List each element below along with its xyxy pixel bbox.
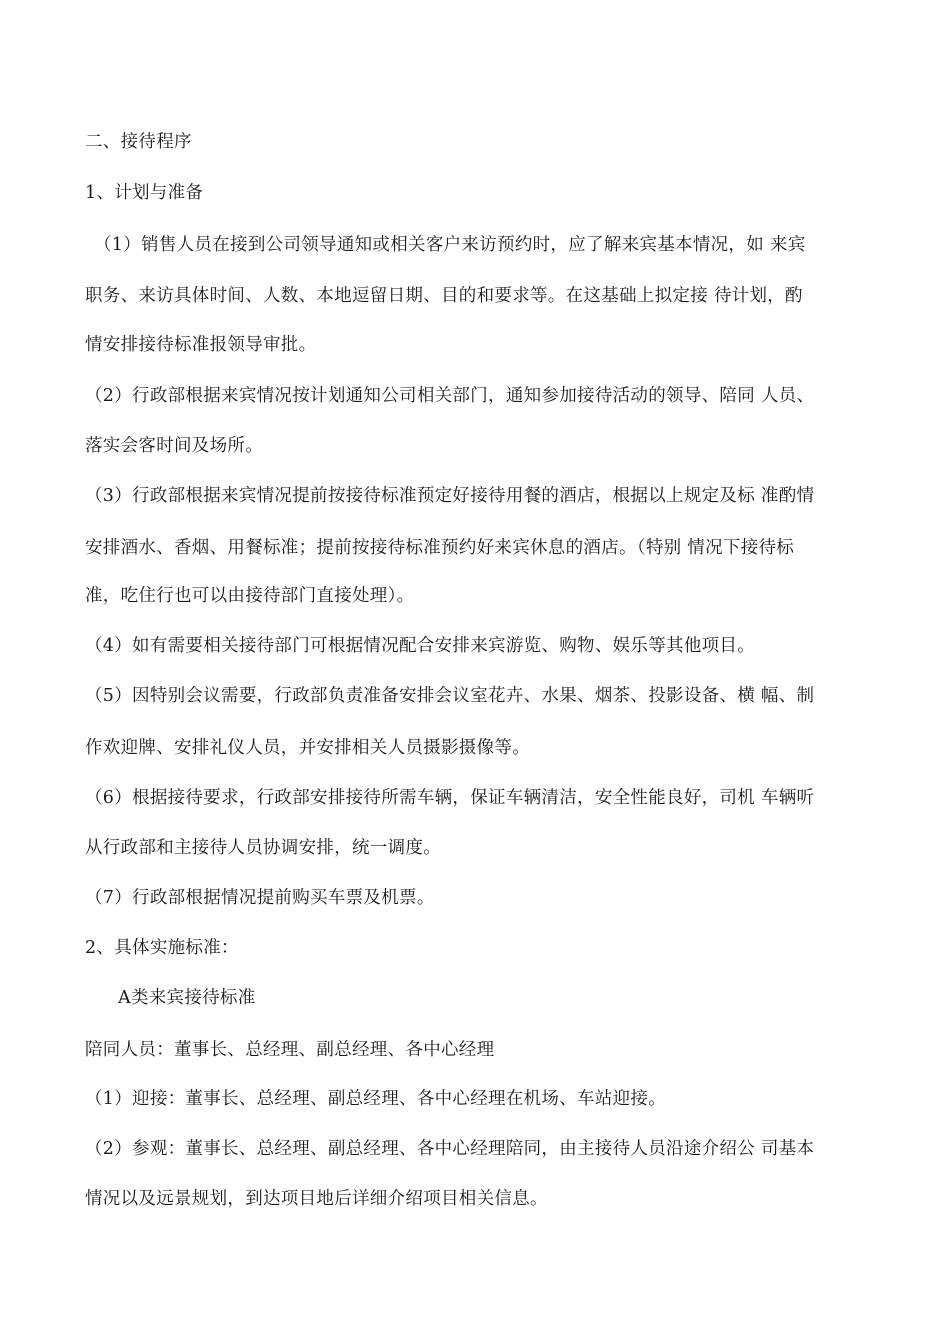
paragraph-line: （2）行政部根据来宾情况按计划通知公司相关部门，通知参加接待活动的领导、陪同 人员、	[85, 386, 815, 406]
paragraph-line: （4）如有需要相关接待部门可根据情况配合安排来宾游览、购物、娱乐等其他项目。	[85, 636, 756, 656]
paragraph-line: （2）参观：董事长、总经理、副总经理、各中心经理陪同，由主接待人员沿途介绍公 司基本	[85, 1139, 815, 1159]
paragraph-line: 准，吃住行也可以由接待部门直接处理）。	[85, 586, 415, 606]
paragraph-line: 作欢迎牌、安排礼仪人员，并安排相关人员摄影摄像等。	[85, 738, 530, 758]
section-heading: 二、接待程序	[85, 132, 192, 152]
paragraph-line: （1）销售人员在接到公司领导通知或相关客户来访预约时，应了解来宾基本情况，如 来宾	[94, 235, 806, 255]
paragraph-line: （6）根据接待要求，行政部安排接待所需车辆，保证车辆清洁，安全性能良好，司机 车辆听	[85, 788, 815, 808]
paragraph-line: 从行政部和主接待人员协调安排，统一调度。	[85, 838, 441, 858]
paragraph-line: （5）因特别会议需要，行政部负责准备安排会议室花卉、水果、烟茶、投影设备、横 幅、制	[85, 686, 815, 706]
paragraph-line: 落实会客时间及场所。	[85, 436, 263, 456]
paragraph-line: 情况以及远景规划，到达项目地后详细介绍项目相关信息。	[85, 1189, 548, 1209]
paragraph-line: （7）行政部根据情况提前购买车票及机票。	[85, 888, 435, 908]
subsection-heading: 1、计划与准备	[85, 183, 204, 203]
paragraph-line: 安排酒水、香烟、用餐标准；提前按接待标准预约好来宾休息的酒店。（特别 情况下接待标	[85, 538, 795, 558]
paragraph-line: （1）迎接：董事长、总经理、副总经理、各中心经理在机场、车站迎接。	[85, 1089, 667, 1109]
paragraph-line: 情安排接待标准报领导审批。	[85, 335, 317, 355]
paragraph-line: 陪同人员：董事长、总经理、副总经理、各中心经理	[85, 1040, 495, 1060]
category-heading: A类来宾接待标准	[118, 988, 256, 1008]
paragraph-line: 职务、来访具体时间、人数、本地逗留日期、目的和要求等。在这基础上拟定接 待计划，酌	[85, 286, 803, 306]
paragraph-line: （3）行政部根据来宾情况提前按接待标准预定好接待用餐的酒店，根据以上规定及标 准酌情	[85, 486, 815, 506]
subsection-heading: 2、具体实施标准：	[85, 938, 239, 958]
